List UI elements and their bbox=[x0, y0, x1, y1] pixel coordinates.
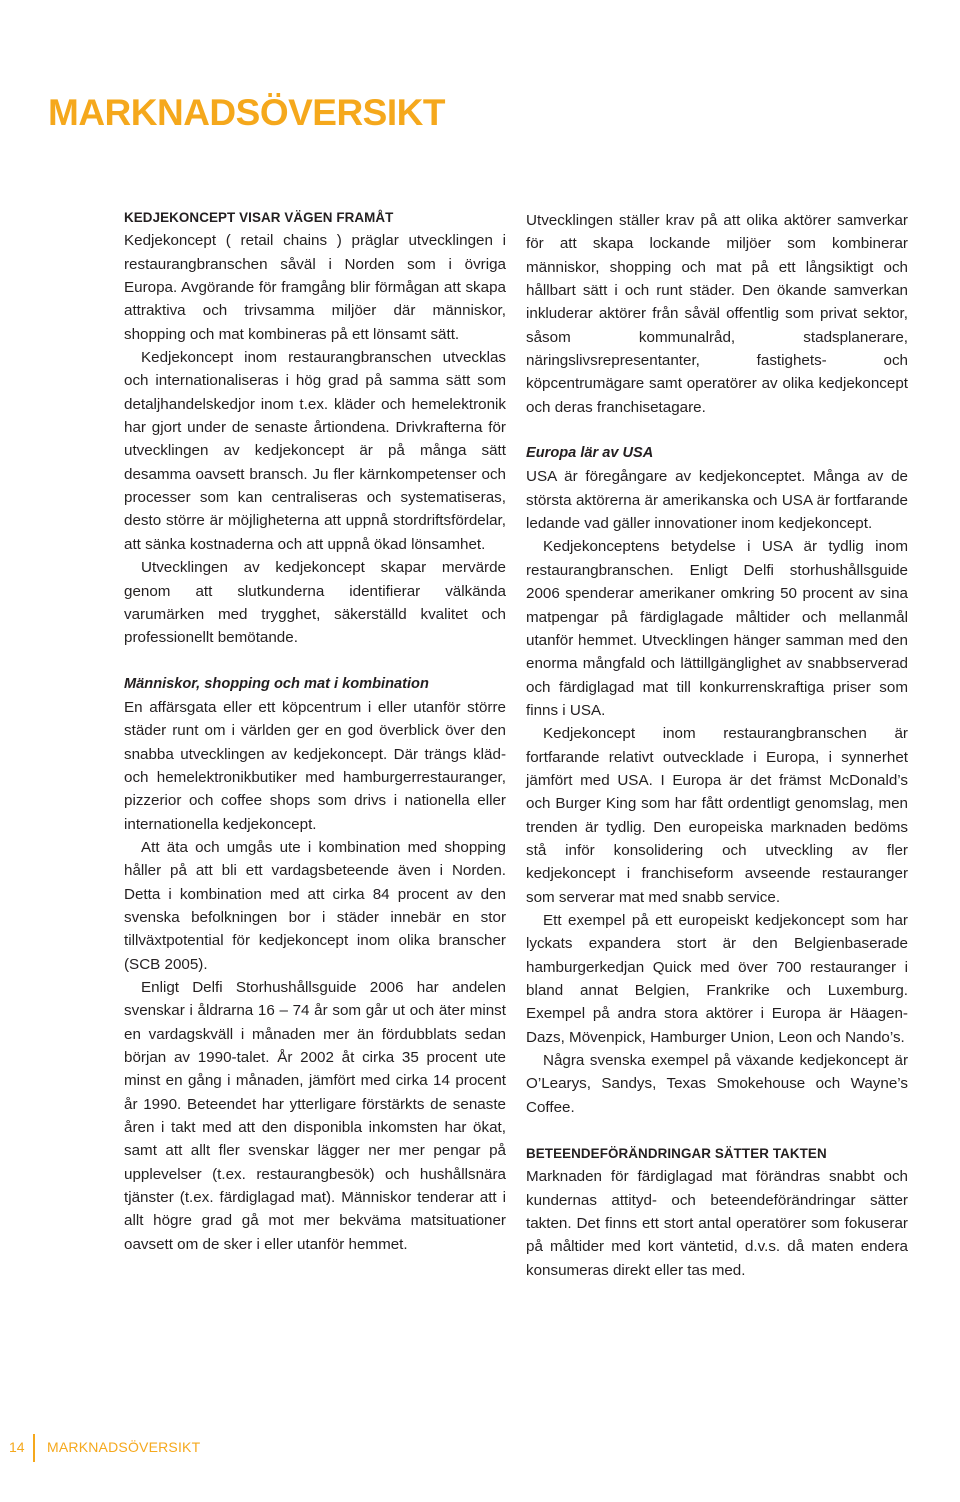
section-heading: KEDJEKONCEPT VISAR VÄGEN FRAMÅT bbox=[124, 210, 394, 225]
section-heading: BETEENDEFÖRÄNDRINGAR SÄTTER TAKTEN bbox=[526, 1146, 827, 1162]
paragraph: Några svenska exempel på växande kedjekoncept är O’Learys, Sandys, Texas Smokehouse och Wayne’s Coffee. bbox=[526, 1052, 908, 1116]
left-column bbox=[124, 206, 506, 1256]
subsection-heading: Människor, shopping och mat i kombination bbox=[124, 675, 429, 692]
right-column bbox=[526, 209, 908, 1282]
paragraph: Kedjekoncept ( retail chains ) präglar utvecklingen i restaurangbranschen såväl i Norden som i övriga Europa. Avgörande för framgång blir förmågan att skapa attraktiva och trivsamma miljöer där människor, shopping och mat kombineras på ett lönsamt sätt. bbox=[124, 232, 506, 343]
paragraph: Enligt Delfi Storhushållsguide 2006 har andelen svenskar i åldrarna 16 – 74 år som går ut och äter minst en vardagskväll i månaden mer än fördubblats sedan början av 1990-talet. År 2002 åt cirka 35 procent ute minst en gång i månaden, jämfört med cirka 14 procent år 1990. Beteendet har ytterligare förstärkts de senaste åren i takt med att den disponibla inkomsten har ökat, samt att allt fler svenskar lägger ner mer pengar på upplevelser (t.ex. restaurangbesök) och hushållsnära tjänster (t.ex. färdiglagad mat). Människor tenderar att i allt högre grad gå mot mer bekväma matsituationer oavsett om de sker i eller utanför hemmet. bbox=[124, 979, 506, 1253]
footer-section-label: MARKNADSÖVERSIKT bbox=[47, 1439, 201, 1455]
page-footer bbox=[0, 1434, 400, 1462]
page-title: MARKNADSÖVERSIKT bbox=[48, 92, 445, 133]
paragraph: Kedjekoncept inom restaurangbranschen är fortfarande relativt outvecklade i Europa, i synnerhet jämfört med USA. I Europa är det främst McDonald’s och Burger King som har fått ordentligt genomslag, men trenden är tydlig. Den europeiska marknaden bedöms stå inför konsolidering och utveckling av fler kedjekoncept i franchiseform avseende restauranger som serverar mat med snabb service. bbox=[526, 725, 908, 906]
paragraph: USA är föregångare av kedjekonceptet. Många av de största aktörerna är amerikanska och USA är fortfarande ledande vad gäller innovationer inom kedjekoncept. bbox=[526, 468, 908, 533]
paragraph: En affärsgata eller ett köpcentrum i eller utanför större städer runt om i världen ger en god överblick över den snabba utvecklingen av kedjekoncept. Där trängs kläd- och hemelektronikbutiker med hamburgerrestauranger, pizzerior och coffee shops som drivs i nationella eller internationella kedjekoncept. bbox=[124, 698, 506, 833]
paragraph: Kedjekonceptens betydelse i USA är tydlig inom restaurangbranschen. Enligt Delfi storhushållsguide 2006 spenderar amerikaner omkring 50 procent av sina matpengar på färdiglagade måltider och mellanmål utanför hemmet. Utvecklingen hänger samman med den enorma mångfald och lättillgänglighet av snabbserverad och färdiglagad mat till konkurrenskraftiga priser som finns i USA. bbox=[526, 538, 908, 719]
subsection-heading: Europa lär av USA bbox=[526, 445, 654, 462]
paragraph: Ett exempel på ett europeiskt kedjekoncept som har lyckats expandera stort är den Belgienbaserade hamburgerkedjan Quick med över 700 restauranger i bland annat Belgien, Frankrike och Luxemburg. Exempel på andra stora aktörer i Europa är Häagen-Dazs, Mövenpick, Hamburger Union, Leon och Nando’s. bbox=[526, 911, 908, 1046]
paragraph: Marknaden för färdiglagad mat förändras snabbt och kundernas attityd- och beteendeförändringar sätter takten. Det finns ett stort antal operatörer som fokuserar på måltider med kort väntetid, d.v.s. då maten endera konsumeras direkt eller tas med. bbox=[526, 1168, 908, 1279]
paragraph: Utvecklingen ställer krav på att olika aktörer samverkar för att skapa lockande miljöer som kombinerar människor, shopping och mat på ett långsiktigt och hållbart sätt i och runt städer. Den ökande samverkan inkluderar aktörer från såväl offentlig som privat sektor, såsom kommunalråd, stadsplanerare, näringslivsrepresentanter, fastighets- och köpcentrumägare samt operatörer av olika kedjekoncept och deras franchisetagare. bbox=[526, 212, 908, 416]
paragraph: Kedjekoncept inom restaurangbranschen utvecklas och internationaliseras i hög grad på samma sätt som detaljhandelskedjor inom t.ex. kläder och hemelektronik har gjort under de senaste årtiondena. Drivkrafterna för utvecklingen av kedjekoncept är på många sätt desamma oavsett bransch. Ju fler kärnkompetenser och processer som kan centraliseras och systematiseras, desto större är möjligheterna att uppnå stordriftsfördelar, att sänka kostnaderna och att uppnå ökad lönsamhet. bbox=[124, 349, 506, 553]
paragraph: Utvecklingen av kedjekoncept skapar mervärde genom att slutkunderna identifierar välkända varumärken med trygghet, säkerställd kvalitet och professionellt bemötande. bbox=[124, 559, 506, 647]
paragraph: Att äta och umgås ute i kombination med shopping håller på att bli ett vardagsbeteende även i Norden. Detta i kombination med att cirka 84 procent av den svenska befolkningen bor i städer innebär en stor tillväxtpotential för kedjekoncept inom olika branscher (SCB 2005). bbox=[124, 838, 506, 973]
page-number: 14 bbox=[9, 1439, 25, 1455]
footer-divider bbox=[33, 1434, 35, 1462]
